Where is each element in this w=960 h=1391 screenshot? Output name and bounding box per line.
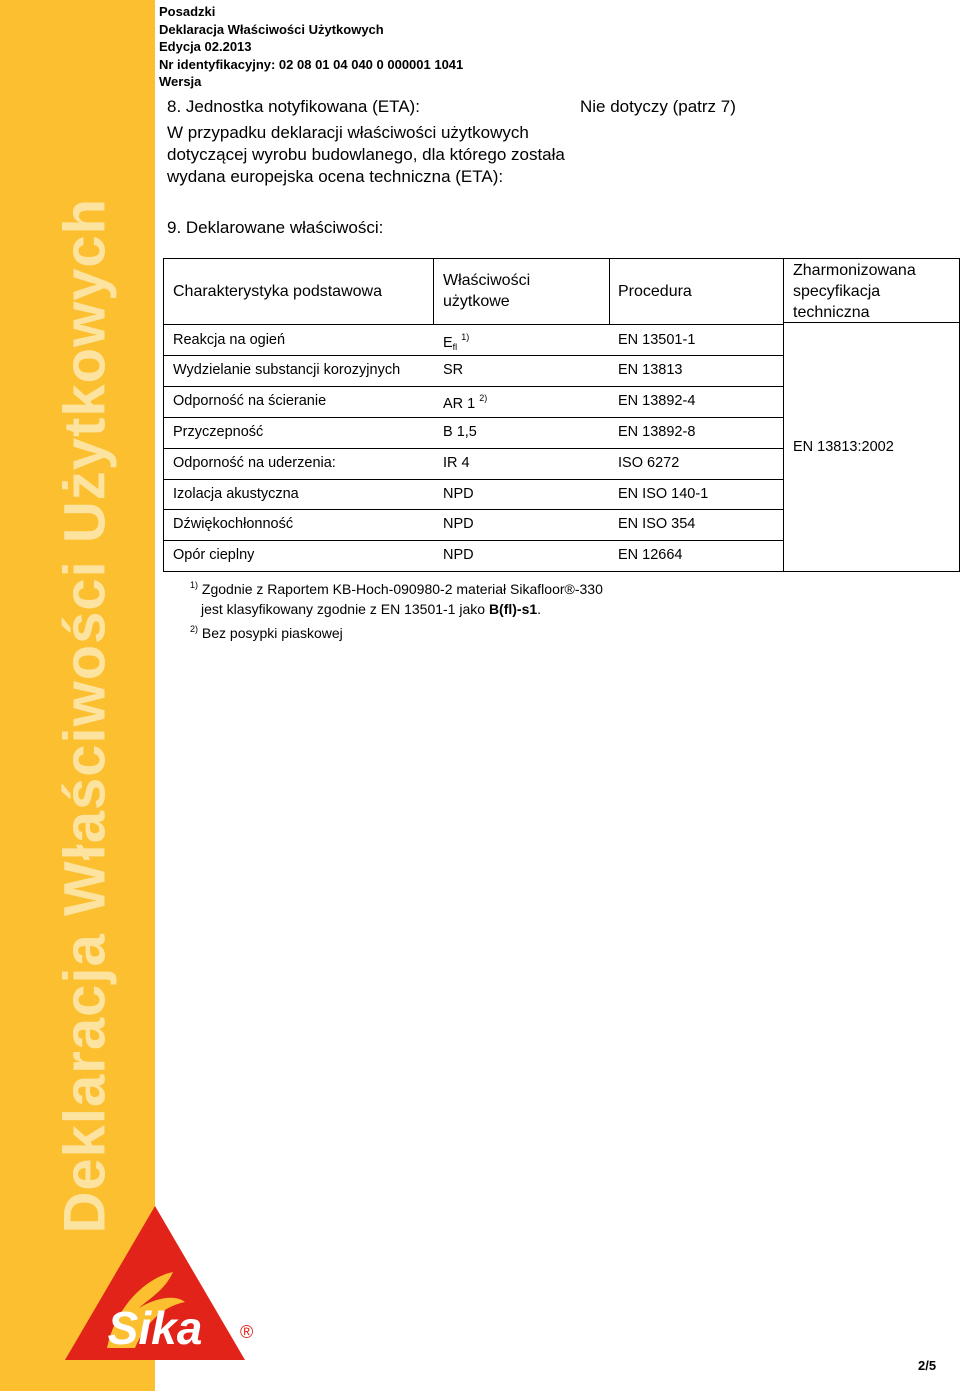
row-7-procedure: EN ISO 354 — [618, 516, 696, 532]
row-8-value: NPD — [443, 547, 474, 563]
footnote-2-mark: 2) — [190, 624, 199, 634]
row-2-characteristic: Wydzielanie substancji korozyjnych — [173, 362, 401, 378]
footnote-1-period: . — [537, 601, 542, 617]
footnote-1-line-1: Zgodnie z Raportem KB-Hoch-090980-2 materiał Sikafloor®-330 — [201, 581, 603, 597]
section-8-body: W przypadku deklaracji właściwości użytkowych dotyczącej wyrobu budowlanego, dla którego została wydana europejska ocena techniczna (ETA): — [167, 123, 565, 186]
header-performance: Właściwości użytkowe — [443, 272, 531, 310]
header-edition: Edycja 02.2013 — [159, 39, 252, 54]
row-5-value: IR 4 — [443, 455, 470, 471]
sika-logo — [55, 1198, 255, 1368]
row-1-footnote-mark: 1) — [461, 332, 470, 342]
row-5-procedure: ISO 6272 — [618, 455, 680, 471]
page-number: 2/5 — [918, 1358, 937, 1373]
row-6-value: NPD — [443, 486, 474, 502]
document-header — [159, 3, 463, 91]
row-4-value: B 1,5 — [443, 424, 477, 440]
row-2-value: SR — [443, 362, 464, 378]
header-doc-type: Deklaracja Właściwości Użytkowych — [159, 21, 384, 37]
row-8-procedure: EN 12664 — [618, 547, 683, 563]
registered-mark: ® — [240, 1322, 254, 1342]
row-1-value-main: E — [443, 335, 453, 351]
footnotes — [190, 575, 603, 643]
footnote-1-mark: 1) — [190, 580, 199, 590]
footnote-1-continuation — [190, 599, 603, 619]
section-8-title: 8. Jednostka notyfikowana (ETA): — [167, 97, 420, 116]
row-1-characteristic: Reakcja na ogień — [173, 332, 286, 348]
footnote-1-line-2: jest klasyfikowany zgodnie z EN 13501-1 jako — [201, 601, 489, 617]
declared-properties-table — [163, 258, 960, 572]
row-8-characteristic: Opór cieplny — [173, 547, 255, 563]
row-1-value-sub: fl — [452, 342, 458, 352]
header-version: Wersja — [159, 74, 202, 89]
row-3-footnote-mark: 2) — [479, 393, 488, 403]
header-identifier: Nr identyfikacyjny: 02 08 01 04 040 0 000001 1041 — [159, 56, 464, 72]
row-1-value — [443, 332, 469, 352]
harmonised-spec-value: EN 13813:2002 — [793, 439, 894, 455]
row-1-procedure: EN 13501-1 — [618, 332, 696, 348]
section-8 — [167, 96, 767, 188]
header-procedure: Procedura — [618, 283, 692, 300]
footnote-1-class: B(fl)-s1 — [488, 601, 538, 617]
footnote-2-text: Bez posypki piaskowej — [201, 625, 343, 641]
header-harmonised-spec: Zharmonizowana specyfikacja techniczna — [793, 262, 916, 321]
row-3-characteristic: Odporność na ścieranie — [173, 393, 327, 409]
footnote-1 — [190, 575, 603, 599]
row-6-characteristic: Izolacja akustyczna — [173, 486, 299, 502]
row-5-characteristic: Odporność na uderzenia: — [173, 455, 336, 471]
row-3-value-main: AR 1 — [443, 396, 476, 412]
row-3-value — [443, 393, 487, 412]
row-6-procedure: EN ISO 140-1 — [618, 486, 709, 502]
section-8-value: Nie dotyczy (patrz 7) — [580, 97, 736, 116]
logo-wordmark: Sika — [107, 1302, 203, 1354]
section-9-title: 9. Deklarowane właściwości: — [167, 218, 384, 237]
row-7-value: NPD — [443, 516, 474, 532]
row-4-characteristic: Przyczepność — [173, 424, 264, 440]
vertical-document-title: Deklaracja Właściwości Użytkowych — [52, 197, 118, 1234]
header-category: Posadzki — [159, 4, 216, 19]
header-characteristic: Charakterystyka podstawowa — [173, 283, 382, 300]
row-3-procedure: EN 13892-4 — [618, 393, 696, 409]
row-4-procedure: EN 13892-8 — [618, 424, 696, 440]
row-7-characteristic: Dźwiękochłonność — [173, 516, 294, 532]
footnote-2 — [190, 619, 603, 643]
row-2-procedure: EN 13813 — [618, 362, 683, 378]
